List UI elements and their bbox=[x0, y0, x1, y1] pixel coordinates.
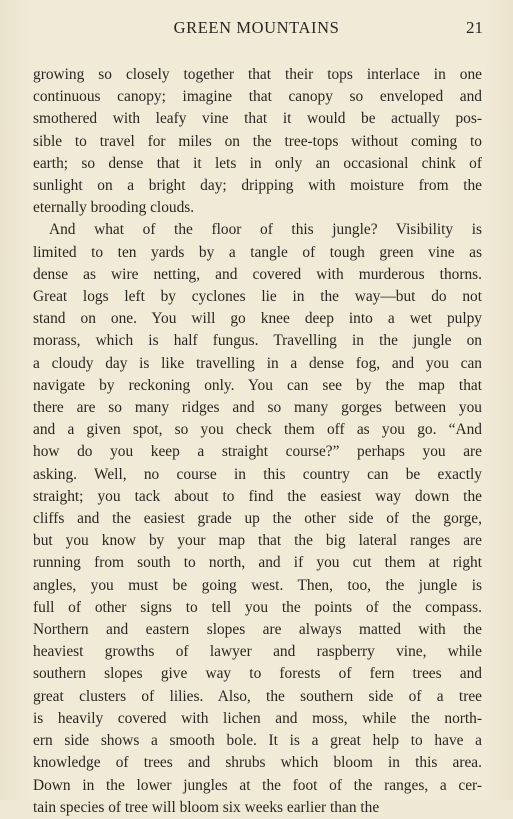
text-line: And what of the floor of this jungle? Visibility is bbox=[49, 221, 482, 239]
text-line: straight; you tack about to find the easiest way down the bbox=[33, 487, 482, 505]
body-text bbox=[33, 64, 482, 819]
text-line: stand on one. You will go knee deep into a wet pulpy bbox=[33, 310, 482, 328]
text-line: full of other signs to tell you the points of the compass. bbox=[33, 598, 482, 616]
text-line: ern side shows a smooth bole. It is a great help to have a bbox=[33, 732, 482, 750]
text-line: Northern and eastern slopes are always matted with the bbox=[33, 621, 482, 639]
text-line: morass, which is half fungus. Travelling in the jungle on bbox=[33, 332, 482, 350]
paragraph bbox=[33, 64, 482, 219]
text-line: tain species of tree will bloom six weeks earlier than the bbox=[33, 798, 380, 816]
paragraph bbox=[33, 219, 482, 818]
text-line: eternally brooding clouds. bbox=[33, 199, 195, 217]
text-line: sunlight on a bright day; dripping with moisture from the bbox=[33, 177, 482, 195]
text-line: is heavily covered with lichen and moss, while the north- bbox=[33, 709, 482, 727]
text-line: cliffs and the easiest grade up the other side of the gorge, bbox=[33, 510, 482, 528]
text-line: navigate by reckoning only. You can see by the map that bbox=[33, 376, 482, 394]
text-line: how do you keep a straight course?” perhaps you are bbox=[33, 443, 482, 461]
text-line: Great logs left by cyclones lie in the way—but do not bbox=[33, 288, 482, 306]
text-line: running from south to north, and if you cut them at right bbox=[33, 554, 482, 572]
text-line: heaviest growths of lawyer and raspberry vine, while bbox=[33, 643, 482, 661]
text-line: great clusters of lilies. Also, the southern side of a tree bbox=[33, 687, 482, 705]
text-line: earth; so dense that it lets in only an occasional chink of bbox=[33, 154, 482, 172]
text-line: growing so closely together that their tops interlace in one bbox=[33, 66, 482, 83]
text-line: angles, you must be going west. Then, too, the jungle is bbox=[33, 576, 482, 594]
text-line: there are so many ridges and so many gorges between you bbox=[33, 399, 482, 417]
text-line: limited to ten yards by a tangle of tough green vine as bbox=[33, 243, 482, 261]
text-line: asking. Well, no course in this country can be exactly bbox=[33, 465, 482, 483]
text-line: dense as wire netting, and covered with murderous thorns. bbox=[33, 265, 482, 283]
text-line: smothered with leafy vine that it would be actually pos- bbox=[33, 110, 482, 128]
text-line: knowledge of trees and shrubs which bloom in this area. bbox=[33, 754, 482, 772]
text-line: but you know by your map that the big lateral ranges are bbox=[33, 532, 482, 550]
running-title: GREEN MOUNTAINS bbox=[173, 18, 340, 37]
page-number: 21 bbox=[466, 18, 483, 37]
text-line: sible to travel for miles on the tree-tops without coming to bbox=[33, 132, 482, 150]
text-line: a cloudy day is like travelling in a dense fog, and you can bbox=[33, 354, 482, 372]
text-line: and a given spot, so you check them off as you go. “And bbox=[33, 421, 482, 439]
text-line: southern slopes give way to forests of fern trees and bbox=[33, 665, 482, 683]
running-head bbox=[0, 18, 513, 42]
text-line: continuous canopy; imagine that canopy so enveloped and bbox=[33, 88, 482, 106]
text-line: Down in the lower jungles at the foot of the ranges, a cer- bbox=[33, 776, 482, 794]
